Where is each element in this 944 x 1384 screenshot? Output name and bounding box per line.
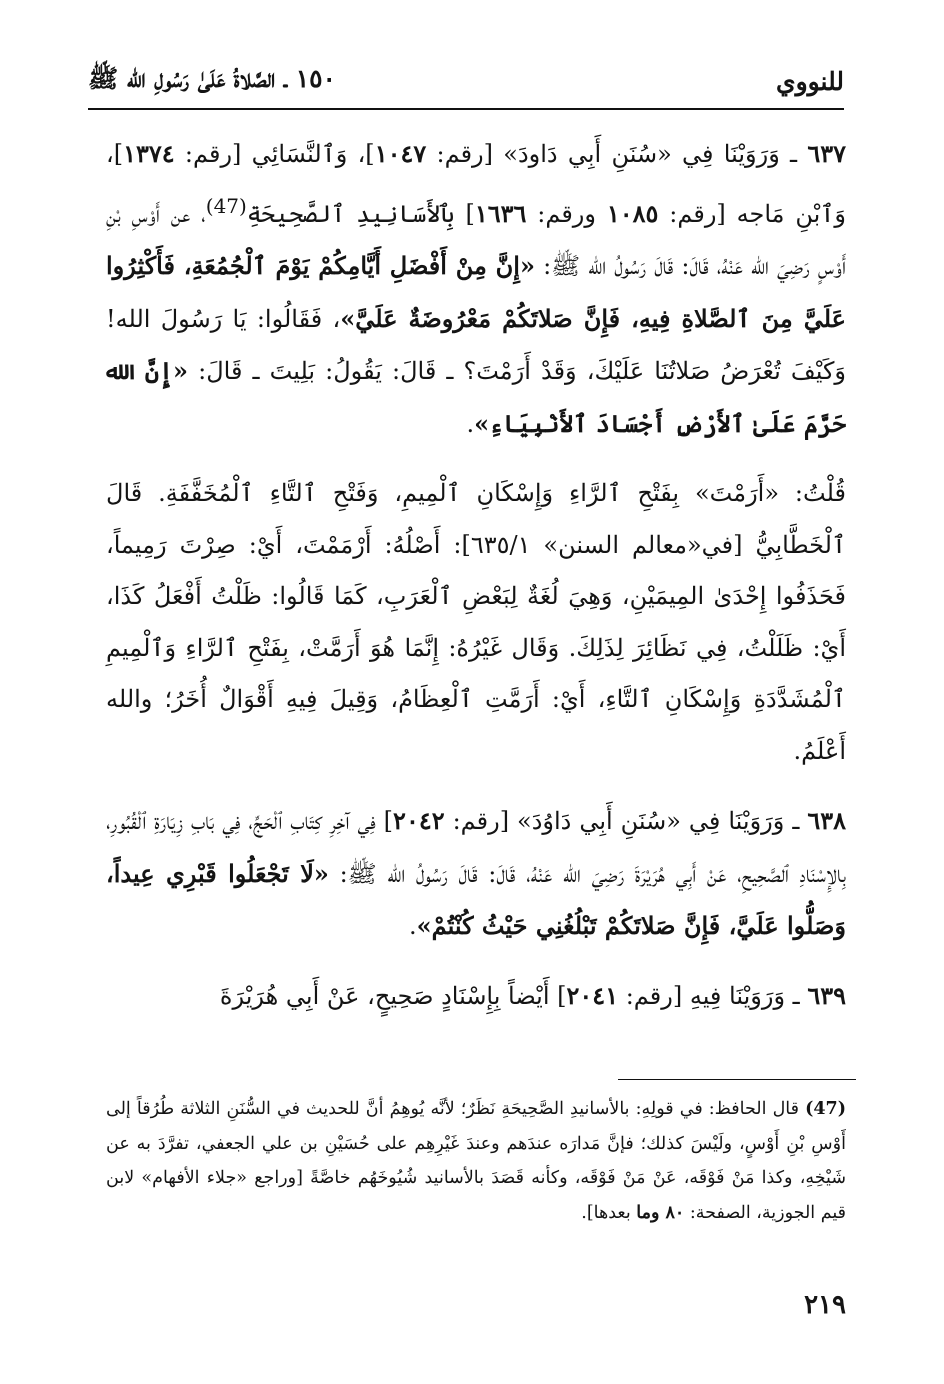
ref-number: ١٠٨٥	[606, 198, 659, 228]
prophetic-quote: «إِنَّ مِنْ أَفْضَلِ أَيَّامِكُمْ يَوْمَ ٱلْجُمُعَةِ، فَأَكْثِرُوا عَلَيَّ مِنَ ٱلصَّلاةِ فِيهِ، فَإِنَّ صَلاتَكُمْ مَعْرُوضَةٌ عَلَيَّ»	[106, 251, 846, 333]
prophetic-quote: «إِنَّ الله حَرَّمَ عَلَىٰ ٱلأَرْضِ أَجْسَادَ ٱلأَنْبِيَاءِ»	[106, 356, 846, 438]
footnote-number: (47)	[805, 1099, 846, 1119]
header-book-title: للنووي	[776, 66, 844, 96]
hadith-number: ٦٣٩	[807, 980, 846, 1010]
text-run: ]، وَٱلنَّسَائِي [رقم:	[174, 140, 375, 168]
footnote-page-ref: ٨٠ وما	[636, 1202, 685, 1223]
footnote	[106, 1092, 846, 1230]
text-run: ورقم:	[526, 199, 607, 228]
running-header	[88, 56, 844, 106]
ref-number: ١٠٤٧	[374, 139, 427, 168]
page-number: ٢١٩	[804, 1290, 846, 1320]
text-run: .	[408, 912, 417, 940]
author-note: قُلْتُ: «أَرَمْتَ» بِفَتْحِ ٱلرَّاءِ وَإِسْكَانِ ٱلْمِيمِ، وَفَتْحِ ٱلتَّاءِ ٱلْمُخَفَّفَةِ. قَالَ ٱلْخَطَّابِيُّ [في«معالم السنن» ٦٣٥/١]: أَصْلُهُ: أَرْمَمْتَ، أَيْ: صِرْتَ رَمِيماً، فَحَذَفُوا إِحْدَىٰ المِيمَيْنِ، وَهِيَ لُغَةٌ لِبَعْضِ ٱلْعَرَبِ، كَمَا قَالُوا: ظَلْتُ أَفْعَلُ كَذَا، أَيْ: ظَلَلْتُ، فِي نَظَائِرَ لِذَلِكَ. وَقَال غَيْرُهُ: إِنَّمَا هُوَ أَرَمَّتْ، بِفَتْحِ ٱلرَّاءِ وَٱلْمِيمِ ٱلْمُشَدَّدَةِ وَإِسْكَانِ ٱلتَّاءِ، أَيْ: أَرَمَّتِ ٱلْعِظَامُ، وَقِيلَ فِيهِ أَقْوَالٌ أُخَرُ؛ والله أَعْلَمُ.	[106, 479, 847, 765]
text-run: ـ وَرَوَيْنَا فِيهِ [رقم:	[618, 981, 808, 1010]
header-rule	[88, 108, 844, 110]
text-run: ، فَقَالُوا: يَا رَسُولَ الله! وَكَيْفَ تُعْرَضُ صَلاتُنَا عَلَيْكَ، وَقَدْ أَرَمْتَ؟ ـ قَالَ: يَقُولُ: بَلِيتَ ـ قَالَ:	[106, 304, 846, 385]
hadith-number: ٦٣٨	[807, 806, 846, 835]
hadith-639	[106, 970, 846, 1023]
hadith-637	[106, 128, 846, 450]
text-run: ـ وَرَوَيْنَا فِي «سُنَنِ أَبِي دَاوُدَ» [رقم:	[444, 807, 808, 835]
main-text	[106, 128, 846, 1022]
header-chapter-title: ١٥٠ ـ الصَّلاةُ عَلَىٰ رَسُولِ الله ﷺ	[88, 63, 336, 93]
ref-number: ٢٠٤١	[566, 980, 619, 1010]
footnote-47	[106, 1092, 846, 1230]
text-run: ، عن أَوْسِ بْنِ أَوْسٍ رَضِيَ الله عَنْهُ، قَالَ: قَالَ رَسُولُ الله ﷺ:	[106, 199, 846, 280]
text-run: ] بِٱلأَسَانِيدِ ٱلصَّحِيحَةِ	[246, 199, 475, 228]
text-run: ] أَيْضاً بِإِسْنَادٍ صَحِيحٍ، عَنْ أَبِي هُرَيْرَةَ	[219, 981, 567, 1010]
text-run: .	[466, 409, 475, 438]
text-run: ] فِي آخِرِ كِتَابِ ٱلْحَجِّ، فِي بَابِ زِيَارَةِ ٱلْقُبُورِ، بِالإِسْنَادِ ٱلصَّحِيحِ، عَنْ أَبِي هُرَيْرَةَ رَضِيَ الله عَنْهُ، قَالَ: قَالَ رَسُولُ الله ﷺ:	[106, 807, 846, 888]
hadith-638	[106, 795, 846, 953]
hadith-number: ٦٣٧	[807, 139, 847, 168]
text-run: ]، وَٱبْنِ مَاجه [رقم:	[106, 140, 847, 228]
footnote-ref: (47)	[205, 193, 247, 218]
text-run: ـ وَرَوَيْنَا فِي «سُنَنِ أَبِي دَاودَ» [رقم:	[426, 140, 808, 168]
footnote-text: بعدها].	[581, 1202, 637, 1223]
footnote-rule	[618, 1079, 856, 1080]
ref-number: ١٦٣٦	[474, 198, 527, 228]
ref-number: ١٣٧٤	[123, 139, 175, 168]
footnote-text: قال الحافظ: في قولِهِ: بالأسانيدِ الصَّحِيحَةِ نَظَرٌ؛ لأنَّه يُوهِمُ أنَّ للحديث في السُّنَنِ الثلاثة طُرُقاً إلى أَوْسِ بْنِ أَوْسٍ، ولَيْسَ كذلك؛ فإنَّ مَدارَه عندَهم وعندَ غَيْرِهِم على حُسَيْنِ بن علي الجعفي، تفرَّدَ به عن شَيْخِهِ، وكذا مَنْ فَوْقَه، عَنْ مَنْ فَوْقَه، وكأنه قَصَدَ بالأسانيد شُيُوخَهُم خاصَّةً [وراجع «جلاء الأفهام» لابن قيم الجوزية، الصفحة:	[106, 1099, 846, 1223]
ref-number: ٢٠٤٢	[393, 806, 445, 835]
prophetic-quote: «لَا تَجْعَلُوا قَبْرِي عِيداً، وَصَلُّوا عَلَيَّ، فَإِنَّ صَلاتَكُمْ تَبْلُغُنِي حَيْثُ كُنْتُمْ»	[106, 858, 846, 940]
